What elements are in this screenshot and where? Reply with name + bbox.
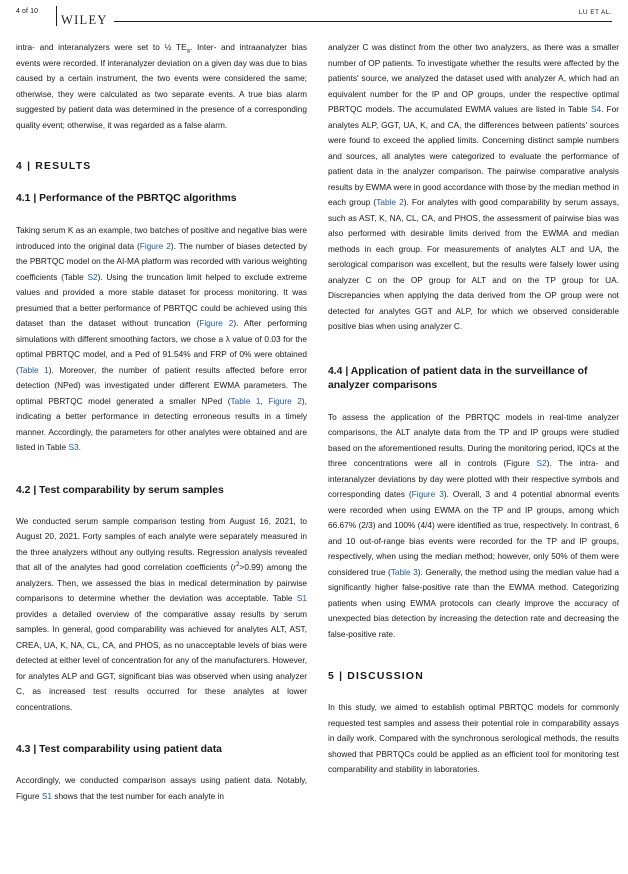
page-number: 4 of 10 [16,8,39,15]
figure-link[interactable]: Figure 2 [268,395,302,406]
section-heading-results: 4 | RESULTS [16,161,92,172]
table-link[interactable]: S4 [590,104,602,114]
table-link[interactable]: S3 [68,442,79,452]
paragraph-discussion: In this study, we aimed to establish optimal PBRTQC models for commonly requested test samples and assess their potential role in comparability assays in daily work. Compared with the synchronous serological methods, the results showed that PBRTQCs could be applied as an efficient tool for monitoring test comparability and stability in laboratories. [328,702,619,774]
subsection-heading-4-1: 4.1 | Performance of the PBRTQC algorithms [16,193,237,204]
figure-link[interactable]: Figure 2 [199,318,234,328]
paragraph-4-4: To assess the application of the PBRTQC models in real-time analyzer comparisons, the ALT analyte data from the TP and IP groups were studied based on the aforementioned results. During the monitoring period, IQCs at the three concentrations were all in controls (Figure S2). The intra- and interanalyzer deviations by day were plotted with their respective symbols and corresponding dates (Figure 3). Overall, 3 and 4 potential abnormal events were recorded when using EWMA on the TP and IP groups, among which 66.67% (2/3) and 100% (4/4) were identified as true, respectively. In contrast, 6 and 10 out-of-range bias events were recorded for the TP and IP groups, respectively, when using the median method; however, only 50% of them were considered true (Table 3). Generally, the method using the median value had a significantly higher false-positive rate than the EWMA method. Categorizing patients when using EWMA protocols can clearly improve the accuracy of unexpected bias detection by increasing the detection rate and decreasing the false-positive rate. [328,411,619,639]
header-divider [56,6,57,26]
table-link[interactable]: S2 [87,271,98,282]
right-column [328,40,619,778]
page-header [16,6,612,28]
figure-link[interactable]: Figure 3 [411,489,444,499]
table-link[interactable]: Table 3 [390,566,418,577]
paragraph-methods-end: intra- and interanalyzers were set to ½ $TE_a$. Inter- and intraanalyzer bias events were recorded. If interanalyzer deviation on a given day was due to bias caused by a certain instrument, the two events were considered the same; otherwise, they were calculated as two separate events. A true bias alarm suggested by patient data was determined in the presence of a corresponding quality event; otherwise, it was regarded as a false alarm. [16,42,307,130]
table-link[interactable]: Table 1 [230,395,261,406]
left-column [16,40,307,804]
table-link[interactable]: Table 1 [18,364,49,375]
journal-logo: WILEY [61,13,108,27]
header-rule [114,21,612,22]
figure-link[interactable]: S1 [41,790,52,801]
paragraph-4-2: We conducted serum sample comparison testing from August 16, 2021, to August 20, 2021. Forty samples of each analyte were separately measured in the three analyzers without any outlying results. Regression analysis revealed that all of the analytes had good correlation coefficients $(r^2>0.99)$ among the analyzers. Then, we assessed the bias in medical determination by pairwise comparisons to determine whether the deviation was acceptable. Table S1 provides a detailed overview of the comparative assay results by serum samples. In general, good comparability was achieved for analytes ALT, AST, CREA, UA, K, NA, CL, CA, and PHOS, as no unacceptable levels of bias were detected at either level of concentration for any of the manufacturers. However, for analytes ALP and GGT, significant bias was observed when using analyzer C, as increased test results occurred for these analytes at lower concentrations. [16,515,307,712]
paragraph-4-3-continued: analyzer C was distinct from the other two analyzers, as there was a smaller number of OP patients. To investigate whether the results were affected by the patients' source, we analyzed the dataset used with analyzer A, which had an equivalent number for the IP and OP groups, under the respective optimal PBRTQC models. The accumulated EWMA values are listed in Table S4. For analytes ALP, GGT, UA, K, and CA, the differences between patients' sources were found to exceed the applied limits. Concerning distinct sample numbers and sources, all analytes were categorized to evaluate the performance of patient data in the analyzer comparison. The pairwise comparative analysis results by EWMA were in good accordance with those by the median method in each group (Table 2). For analytes with good comparability by serum assays, such as AST, K, NA, CL, CA, and PHOS, the assessment of pairwise bias was also performed with desirable limits derived from the EWMA and median methods in each group. For measurements of analytes ALT and UA, the serological comparison was excellent, but the results were falsely lower using analyzer C on the OP group for ALT and on the TP group for UA. Discrepancies when applying the data derived from the OP group were not detected for analytes GGT and ALP, for which we observed considerable positive bias when using analyzer C. [328,42,620,331]
figure-link[interactable]: Figure 2 [139,240,171,251]
subsection-heading-4-4: 4.4 | Application of patient data in the surveillance of analyzer comparisons [328,365,588,391]
subsection-heading-4-3: 4.3 | Test comparability using patient data [16,744,222,755]
table-link[interactable]: S1 [296,593,307,603]
figure-link[interactable]: S2 [536,458,547,468]
paragraph-4-1: Taking serum K as an example, two batches of positive and negative bias were introduced into the original data (Figure 2). The number of biases detected by the PBRTQC model on the AI-MA platform was recorded with various weighting coefficients (Table S2). Using the truncation limit helped to exclude extreme values and provided a more stable dataset for process monitoring. It was presumed that a better performance of PBRTQC could be achieved using this dataset than the dataset without truncation (Figure 2). After performing simulations with different smoothing factors, we chose a λ value of 0.03 for the optimal PBRTQC model, and a Ped of 91.54% and FRP of 0% were obtained (Table 1). Moreover, the number of patient results affected before error detection (NPed) was investigated under different EWMA parameters. The optimal PBRTQC model generated a smaller NPed (Table 1, Figure 2), indicating a better performance in detecting erroneous results in a timely manner. Accordingly, the parameters for other analytes were obtained and are listed in Table S3. [16,225,308,452]
paragraph-4-3: Accordingly, we conducted comparison assays using patient data. Notably, Figure S1 shows that the test number for each analyte in [16,775,307,801]
table-link[interactable]: Table 2 [376,197,404,207]
section-heading-discussion: 5 | DISCUSSION [328,671,424,682]
subsection-heading-4-2: 4.2 | Test comparability by serum samples [16,484,224,496]
running-head: LU ET AL. [578,9,612,16]
